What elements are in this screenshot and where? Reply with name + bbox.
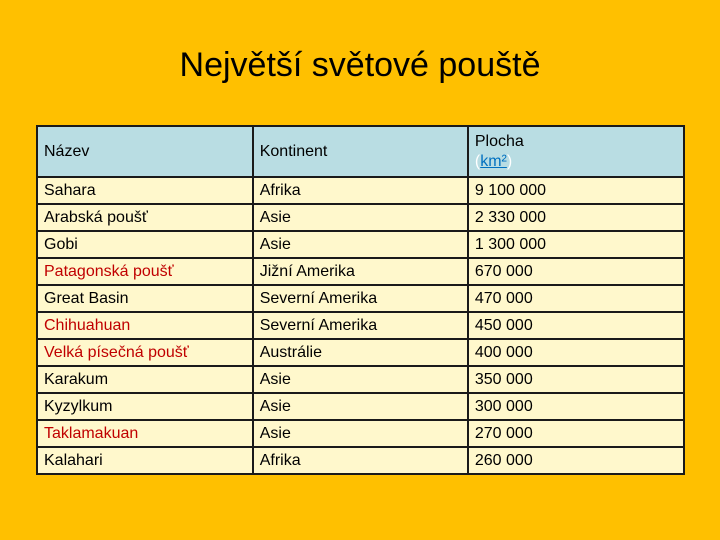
header-area xyxy=(468,126,684,177)
table-row xyxy=(37,312,684,339)
header-name: Název xyxy=(37,126,253,177)
table-row xyxy=(37,285,684,312)
cell-name: Velká písečná poušť xyxy=(37,339,253,366)
cell-name: Chihuahuan xyxy=(37,312,253,339)
cell-area: 2 330 000 xyxy=(468,204,684,231)
table-row xyxy=(37,231,684,258)
unit-link[interactable]: km² xyxy=(480,152,507,170)
cell-area: 300 000 xyxy=(468,393,684,420)
cell-name: Arabská poušť xyxy=(37,204,253,231)
unit-paren-close: ) xyxy=(506,152,513,170)
cell-name: Kalahari xyxy=(37,447,253,474)
cell-name: Kyzylkum xyxy=(37,393,253,420)
cell-area: 270 000 xyxy=(468,420,684,447)
cell-continent: Severní Amerika xyxy=(253,285,468,312)
cell-name: Great Basin xyxy=(37,285,253,312)
table-row xyxy=(37,339,684,366)
cell-continent: Asie xyxy=(253,393,468,420)
table-row xyxy=(37,393,684,420)
table-row xyxy=(37,447,684,474)
cell-area: 400 000 xyxy=(468,339,684,366)
table-row xyxy=(37,366,684,393)
cell-continent: Jižní Amerika xyxy=(253,258,468,285)
table-row xyxy=(37,258,684,285)
cell-continent: Afrika xyxy=(253,177,468,204)
cell-name: Gobi xyxy=(37,231,253,258)
cell-name: Taklamakuan xyxy=(37,420,253,447)
slide-title: Největší světové pouště xyxy=(179,46,541,84)
cell-continent: Asie xyxy=(253,420,468,447)
cell-area: 9 100 000 xyxy=(468,177,684,204)
header-area-label: Plocha xyxy=(474,132,524,150)
deserts-table xyxy=(36,125,685,475)
header-area-unit-line xyxy=(475,152,677,172)
unit-paren-open: ( xyxy=(474,152,481,170)
cell-name: Patagonská poušť xyxy=(37,258,253,285)
cell-area: 260 000 xyxy=(468,447,684,474)
cell-area: 350 000 xyxy=(468,366,684,393)
cell-name: Sahara xyxy=(37,177,253,204)
cell-area: 670 000 xyxy=(468,258,684,285)
cell-continent: Severní Amerika xyxy=(253,312,468,339)
cell-area: 470 000 xyxy=(468,285,684,312)
table-row xyxy=(37,420,684,447)
table-row xyxy=(37,204,684,231)
cell-continent: Asie xyxy=(253,231,468,258)
cell-area: 1 300 000 xyxy=(468,231,684,258)
table-header-row xyxy=(37,126,684,177)
table-row xyxy=(37,177,684,204)
cell-continent: Afrika xyxy=(253,447,468,474)
cell-continent: Austrálie xyxy=(253,339,468,366)
cell-name: Karakum xyxy=(37,366,253,393)
cell-area: 450 000 xyxy=(468,312,684,339)
cell-continent: Asie xyxy=(253,204,468,231)
header-continent: Kontinent xyxy=(253,126,468,177)
cell-continent: Asie xyxy=(253,366,468,393)
